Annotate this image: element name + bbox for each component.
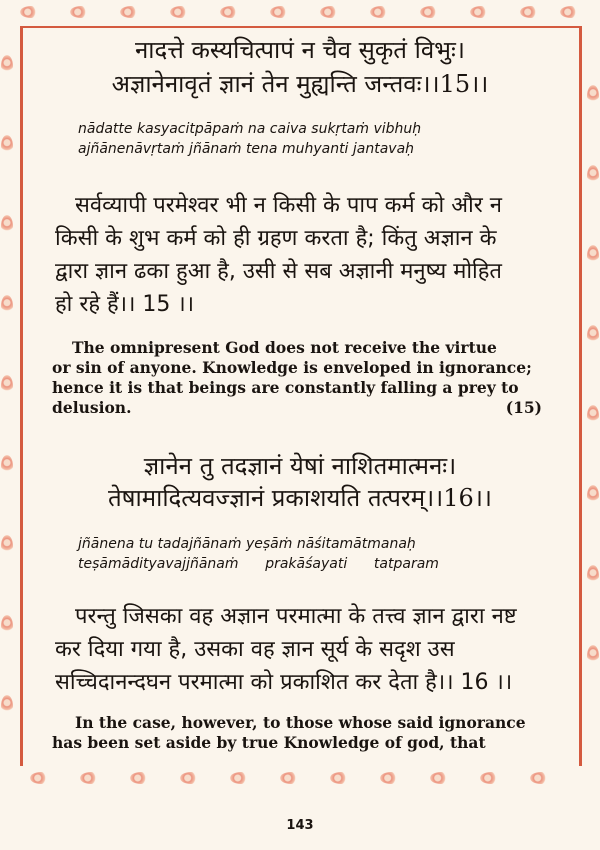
decorative-border-left — [0, 0, 18, 850]
verse15-english-number: (15) — [505, 398, 542, 417]
verse15-hindi-line1: सर्वव्यापी परमेश्वर भी न किसी के पाप कर्म को और न — [75, 193, 502, 218]
verse15-english-line3: hence it is that beings are constantly falling a prey to — [52, 378, 519, 397]
verse16-sanskrit-line2: तेषामादित्यवज्ज्ञानं प्रकाशयति तत्परम्।।16।। — [107, 484, 493, 512]
verse16-hindi-line1: परन्तु जिसका वह अज्ञान परमात्मा के तत्त्व ज्ञान द्वारा नष्ट — [75, 604, 517, 629]
verse15-english-line4-text: delusion. — [52, 398, 132, 417]
verse16-translit-line1: jñānena tu tadajñānaṁ yeṣāṁ nāśitamātmanaḥ — [78, 536, 416, 552]
verse15-english-line4 — [52, 398, 542, 417]
verse16-english-line2: has been set aside by true Knowledge of god, that — [52, 733, 486, 752]
verse16-english-line1: In the case, however, to those whose said ignorance — [75, 713, 526, 732]
verse15-translit-line2: ajñānenāvṛtaṁ jñānaṁ tena muhyanti jantavaḥ — [78, 141, 415, 157]
verse16-translit-line2: teṣāmādityavajjñānaṁ prakāśayati tatparam — [78, 556, 439, 572]
decorative-border-right — [582, 0, 600, 850]
verse15-english-line2: or sin of anyone. Knowledge is enveloped in ignorance; — [52, 358, 532, 377]
page-number: 143 — [286, 818, 314, 833]
decorative-border-bottom — [0, 760, 600, 800]
verse15-english-line1: The omnipresent God does not receive the virtue — [72, 338, 497, 357]
verse15-translit-line1: nādatte kasyacitpāpaṁ na caiva sukṛtaṁ vibhuḥ — [78, 121, 422, 137]
verse16-hindi-line2: कर दिया गया है, उसका वह ज्ञान सूर्य के सदृश उस — [55, 637, 455, 662]
verse15-sanskrit-line1: नादत्ते कस्यचित्पापं न चैव सुकृतं विभुः। — [134, 36, 465, 64]
verse15-hindi-line3: द्वारा ज्ञान ढका हुआ है, उसी से सब अज्ञानी मनुष्य मोहित — [55, 259, 502, 284]
verse16-hindi-line3: सच्चिदानन्दघन परमात्मा को प्रकाशित कर देता है।। 16 ।। — [55, 670, 513, 695]
decorative-border-top — [0, 0, 600, 26]
verse15-hindi-line2: किसी के शुभ कर्म को ही ग्रहण करता है; किंतु अज्ञान के — [55, 226, 497, 251]
verse15-hindi-line4: हो रहे हैं।। 15 ।। — [55, 292, 195, 317]
verse16-sanskrit-line1: ज्ञानेन तु तदज्ञानं येषां नाशितमात्मनः। — [143, 452, 457, 480]
verse15-sanskrit-line2: अज्ञानेनावृतं ज्ञानं तेन मुह्यन्ति जन्तवः।।15।। — [111, 70, 489, 98]
